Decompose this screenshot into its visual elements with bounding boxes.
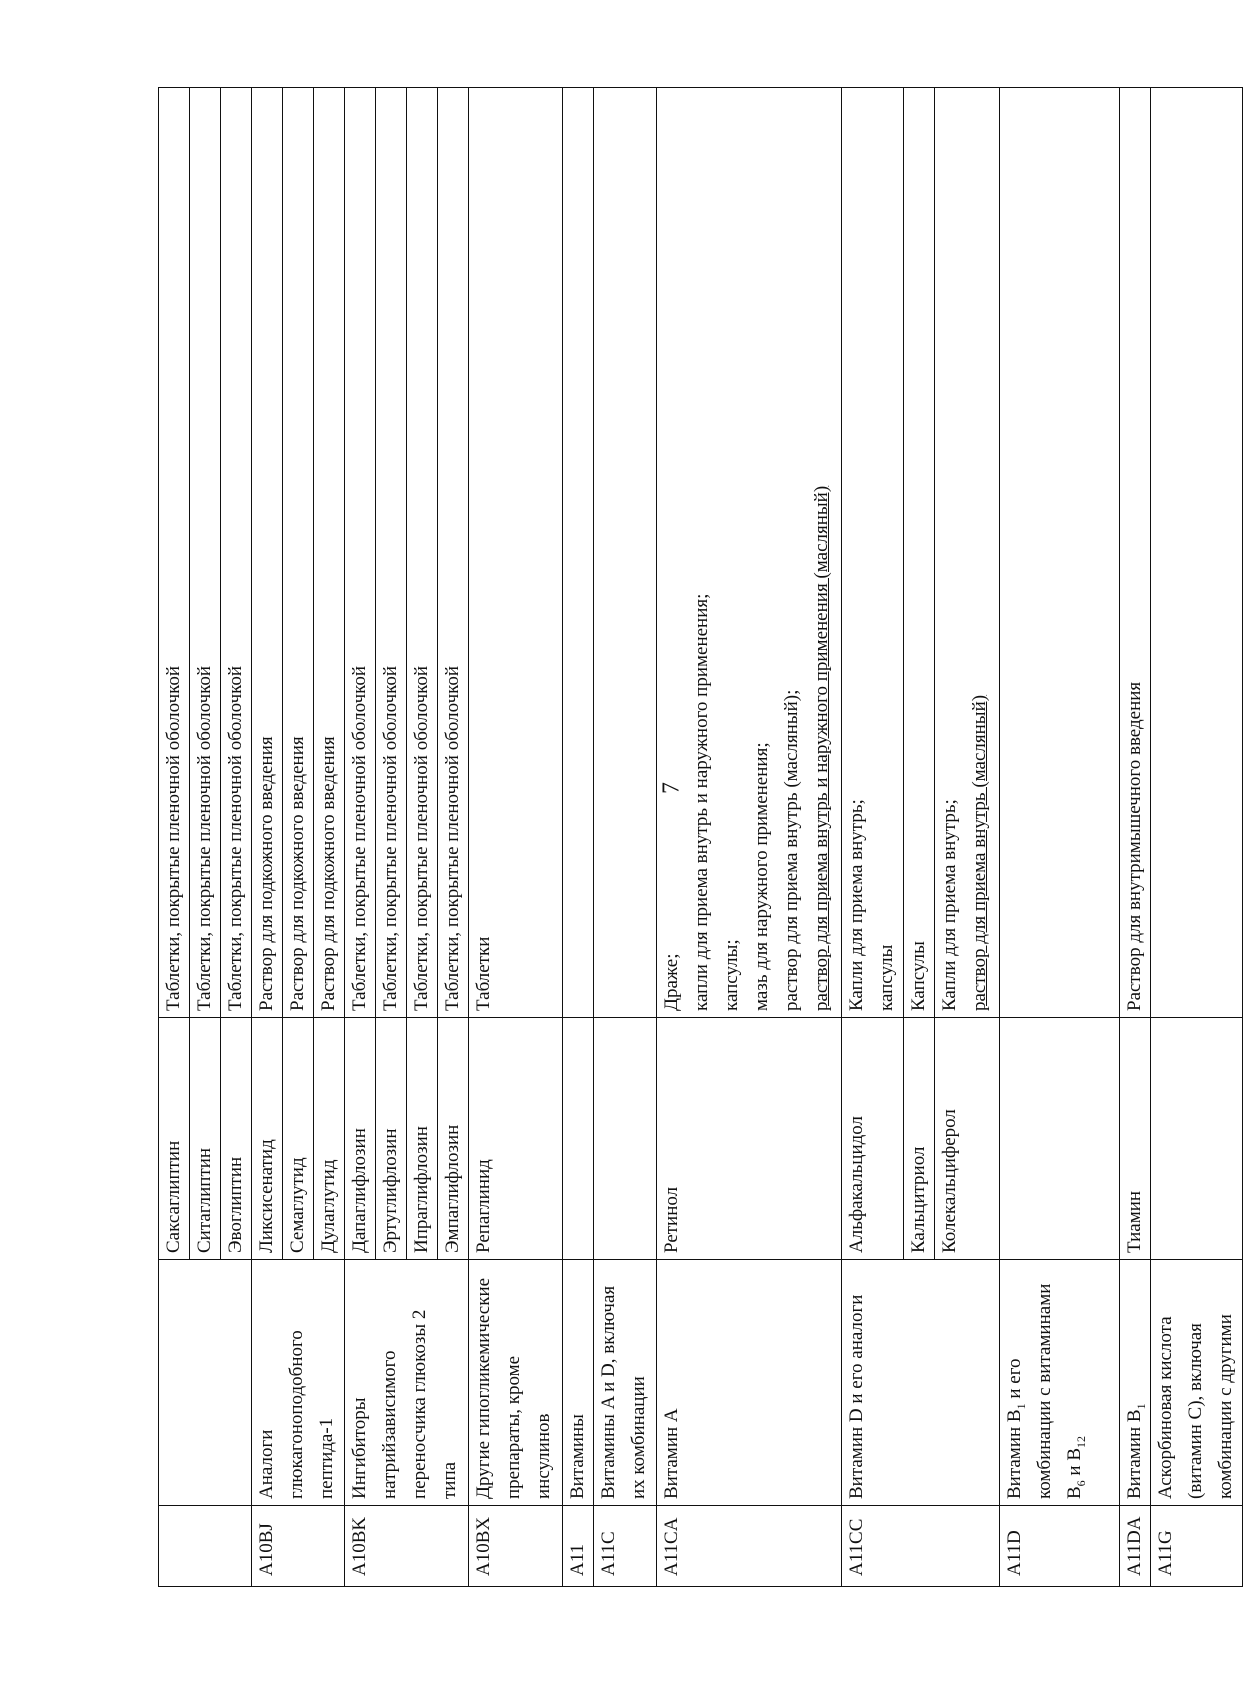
atc-group-cell xyxy=(159,1260,252,1506)
group-name-line: их комбинации xyxy=(628,1376,649,1499)
atc-group-cell: Витамин D и его аналоги xyxy=(842,1260,1000,1506)
drug-name-cell: Ипраглифлозин xyxy=(407,1018,438,1260)
dosage-form-cell: Таблетки, покрытые пленочной оболочкой xyxy=(376,88,407,1018)
subscript: 1 xyxy=(1013,1403,1028,1410)
atc-code-cell: A11D xyxy=(1000,1506,1120,1587)
dosage-form-cell xyxy=(842,88,904,1018)
dosage-form-cell: Таблетки, покрытые пленочной оболочкой xyxy=(345,88,376,1018)
group-name-line: Витамины A и D, включая xyxy=(598,1285,619,1499)
drug-name-cell: Дулаглутид xyxy=(314,1018,345,1260)
drug-name-cell: Эмпаглифлозин xyxy=(438,1018,469,1260)
group-name-line: Другие гипогликемические xyxy=(473,1277,494,1499)
dosage-form-line: мазь для наружного применения; xyxy=(751,742,772,1011)
drug-classification-table xyxy=(158,87,1243,1587)
dosage-form-line: раствор для приема внутрь (масляный); xyxy=(781,689,802,1011)
dosage-form-cell: Таблетки, покрытые пленочной оболочкой xyxy=(438,88,469,1018)
group-name-line: Ингибиторы xyxy=(349,1397,370,1499)
dosage-form-line: Драже; xyxy=(661,953,682,1011)
dosage-form-cell: Раствор для внутримышечного введения xyxy=(1120,88,1151,1018)
dosage-form-line: капсулы xyxy=(876,944,897,1011)
group-name-line: переносчика глюкозы 2 xyxy=(409,1309,430,1499)
document-table-rotated xyxy=(158,88,1236,1587)
text-segment: Витамин B xyxy=(1124,1409,1145,1499)
group-name-line: натрийзависимого xyxy=(379,1350,400,1499)
text-segment: и B xyxy=(1064,1447,1085,1481)
dosage-form-cell xyxy=(1151,88,1243,1018)
group-name-line: (витамин C), включая xyxy=(1185,1323,1206,1499)
drug-name-cell: Эвоглиптин xyxy=(221,1018,252,1260)
atc-group-cell xyxy=(594,1260,657,1506)
group-name-line: препараты, кроме xyxy=(503,1355,524,1499)
page-number: 7 xyxy=(658,782,685,794)
dosage-form-cell xyxy=(563,88,594,1018)
table-row xyxy=(842,88,904,1587)
drug-name-cell: Ретинол xyxy=(657,1018,842,1260)
dosage-form-cell: Таблетки, покрытые пленочной оболочкой xyxy=(159,88,190,1018)
dosage-form-line: раствор для приема внутрь (масляный) xyxy=(969,694,990,1011)
table-row xyxy=(1120,88,1151,1587)
table-row xyxy=(159,88,190,1587)
dosage-form-line: Капли для приема внутрь; xyxy=(939,799,960,1011)
dosage-form-line: капсулы; xyxy=(721,939,742,1011)
table-row xyxy=(345,88,376,1587)
table-row xyxy=(1151,88,1243,1587)
group-name-line: Аскорбиновая кислота xyxy=(1155,1316,1176,1499)
table-row xyxy=(1000,88,1120,1587)
table-row xyxy=(469,88,563,1587)
drug-name-cell xyxy=(1151,1018,1243,1260)
drug-name-cell: Ситаглиптин xyxy=(190,1018,221,1260)
group-name-line xyxy=(1060,1266,1090,1499)
subscript: 12 xyxy=(1073,1435,1088,1448)
atc-group-cell xyxy=(345,1260,469,1506)
dosage-form-cell: Таблетки, покрытые пленочной оболочкой xyxy=(407,88,438,1018)
subscript: 1 xyxy=(1133,1403,1148,1410)
dosage-form-cell: Раствор для подкожного введения xyxy=(252,88,283,1018)
atc-group-cell xyxy=(252,1260,345,1506)
group-name-line xyxy=(1000,1266,1030,1499)
table-row xyxy=(657,88,842,1587)
drug-name-cell: Репаглинид xyxy=(469,1018,563,1260)
drug-name-cell xyxy=(1000,1018,1120,1260)
dosage-form-cell: Раствор для подкожного введения xyxy=(283,88,314,1018)
dosage-form-cell xyxy=(1000,88,1120,1018)
drug-name-cell: Ликсисенатид xyxy=(252,1018,283,1260)
dosage-form-cell: Капсулы xyxy=(904,88,935,1018)
atc-code-cell: A11CA xyxy=(657,1506,842,1587)
atc-group-cell xyxy=(1120,1260,1151,1506)
dosage-form-cell: Раствор для подкожного введения xyxy=(314,88,345,1018)
atc-code-cell: A11G xyxy=(1151,1506,1243,1587)
drug-name-cell: Эртуглифлозин xyxy=(376,1018,407,1260)
drug-name-cell xyxy=(594,1018,657,1260)
dosage-form-line: капли для приема внутрь и наружного применения; xyxy=(691,593,712,1011)
atc-code-cell: A11DA xyxy=(1120,1506,1151,1587)
group-name-line: инсулинов xyxy=(533,1413,554,1499)
drug-name-cell: Дапаглифлозин xyxy=(345,1018,376,1260)
text-segment: B xyxy=(1064,1486,1085,1499)
group-name-line: комбинации с витаминами xyxy=(1034,1283,1055,1499)
drug-name-cell: Саксаглиптин xyxy=(159,1018,190,1260)
table-row xyxy=(563,88,594,1587)
atc-group-cell: Витамин A xyxy=(657,1260,842,1506)
atc-group-cell xyxy=(1000,1260,1120,1506)
table-row xyxy=(594,88,657,1587)
atc-group-cell xyxy=(1151,1260,1243,1506)
text-segment: Витамин B xyxy=(1004,1409,1025,1499)
group-name-line: пептида-1 xyxy=(316,1417,337,1499)
atc-code-cell: A10BK xyxy=(345,1506,469,1587)
atc-code-cell: A10BJ xyxy=(252,1506,345,1587)
atc-code-cell xyxy=(159,1506,252,1587)
group-name-line: глюкагоноподобного xyxy=(286,1330,307,1499)
atc-group-cell xyxy=(469,1260,563,1506)
dosage-form-cell: Таблетки xyxy=(469,88,563,1018)
dosage-form-line: Капли для приема внутрь; xyxy=(846,799,867,1011)
atc-code-cell: A11C xyxy=(594,1506,657,1587)
drug-name-cell: Колекальциферол xyxy=(935,1018,1000,1260)
subscript: 6 xyxy=(1073,1480,1088,1487)
drug-name-cell: Семаглутид xyxy=(283,1018,314,1260)
group-name-line: Аналоги xyxy=(256,1429,277,1499)
table-row xyxy=(252,88,283,1587)
group-name-line: типа xyxy=(439,1461,460,1499)
dosage-form-cell: Таблетки, покрытые пленочной оболочкой xyxy=(190,88,221,1018)
drug-name-cell: Альфакальцидол xyxy=(842,1018,904,1260)
dosage-form-line: раствор для приема внутрь и наружного применения (масляный) xyxy=(811,485,832,1011)
dosage-form-cell xyxy=(935,88,1000,1018)
dosage-form-cell xyxy=(657,88,842,1018)
atc-code-cell: A11CC xyxy=(842,1506,1000,1587)
drug-name-cell xyxy=(563,1018,594,1260)
group-name-line: комбинации с другими xyxy=(1215,1314,1236,1499)
dosage-form-cell: Таблетки, покрытые пленочной оболочкой xyxy=(221,88,252,1018)
atc-code-cell: A11 xyxy=(563,1506,594,1587)
dosage-form-cell xyxy=(594,88,657,1018)
atc-code-cell: A10BX xyxy=(469,1506,563,1587)
drug-name-cell: Кальцитриол xyxy=(904,1018,935,1260)
atc-group-cell: Витамины xyxy=(563,1260,594,1506)
text-segment: и его xyxy=(1004,1358,1025,1404)
drug-name-cell: Тиамин xyxy=(1120,1018,1151,1260)
